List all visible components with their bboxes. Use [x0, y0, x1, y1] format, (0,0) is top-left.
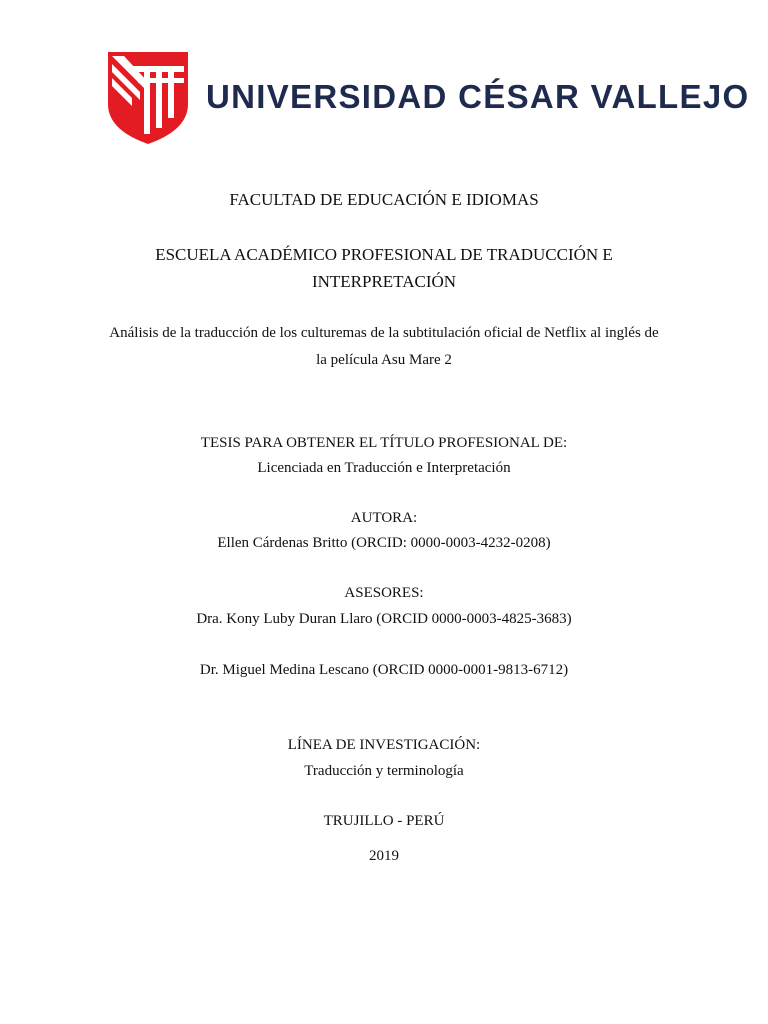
degree-heading: TESIS PARA OBTENER EL TÍTULO PROFESIONAL DE: [200, 435, 568, 451]
advisors-heading: ASESORES: [344, 585, 424, 601]
thesis-title-line1: Análisis de la traducción de los culturemas de la subtitulación oficial de Netflix al inglés de [109, 325, 659, 341]
year: 2019 [369, 848, 399, 864]
place: TRUJILLO - PERÚ [323, 813, 445, 829]
school-name-line1: ESCUELA ACADÉMICO PROFESIONAL DE TRADUCCIÓN E [155, 245, 613, 264]
degree-title: Licenciada en Traducción e Interpretación [257, 460, 511, 476]
research-line-value: Traducción y terminología [304, 763, 464, 779]
advisor-2: Dr. Miguel Medina Lescano (ORCID 0000-0001-9813-6712) [199, 662, 569, 678]
university-header [108, 52, 750, 144]
university-shield-logo [108, 52, 188, 144]
school-name-line2: INTERPRETACIÓN [311, 272, 457, 291]
advisor-1: Dra. Kony Luby Duran Llaro (ORCID 0000-0003-4825-3683) [196, 611, 572, 627]
university-name: UNIVERSIDAD CÉSAR VALLEJO [206, 78, 750, 115]
faculty-name: FACULTAD DE EDUCACIÓN E IDIOMAS [229, 190, 539, 209]
thesis-title-line2: la película Asu Mare 2 [316, 352, 452, 368]
author-name: Ellen Cárdenas Britto (ORCID: 0000-0003-4232-0208) [217, 535, 551, 551]
research-line-heading: LÍNEA DE INVESTIGACIÓN: [287, 737, 481, 753]
author-heading: AUTORA: [350, 510, 418, 526]
